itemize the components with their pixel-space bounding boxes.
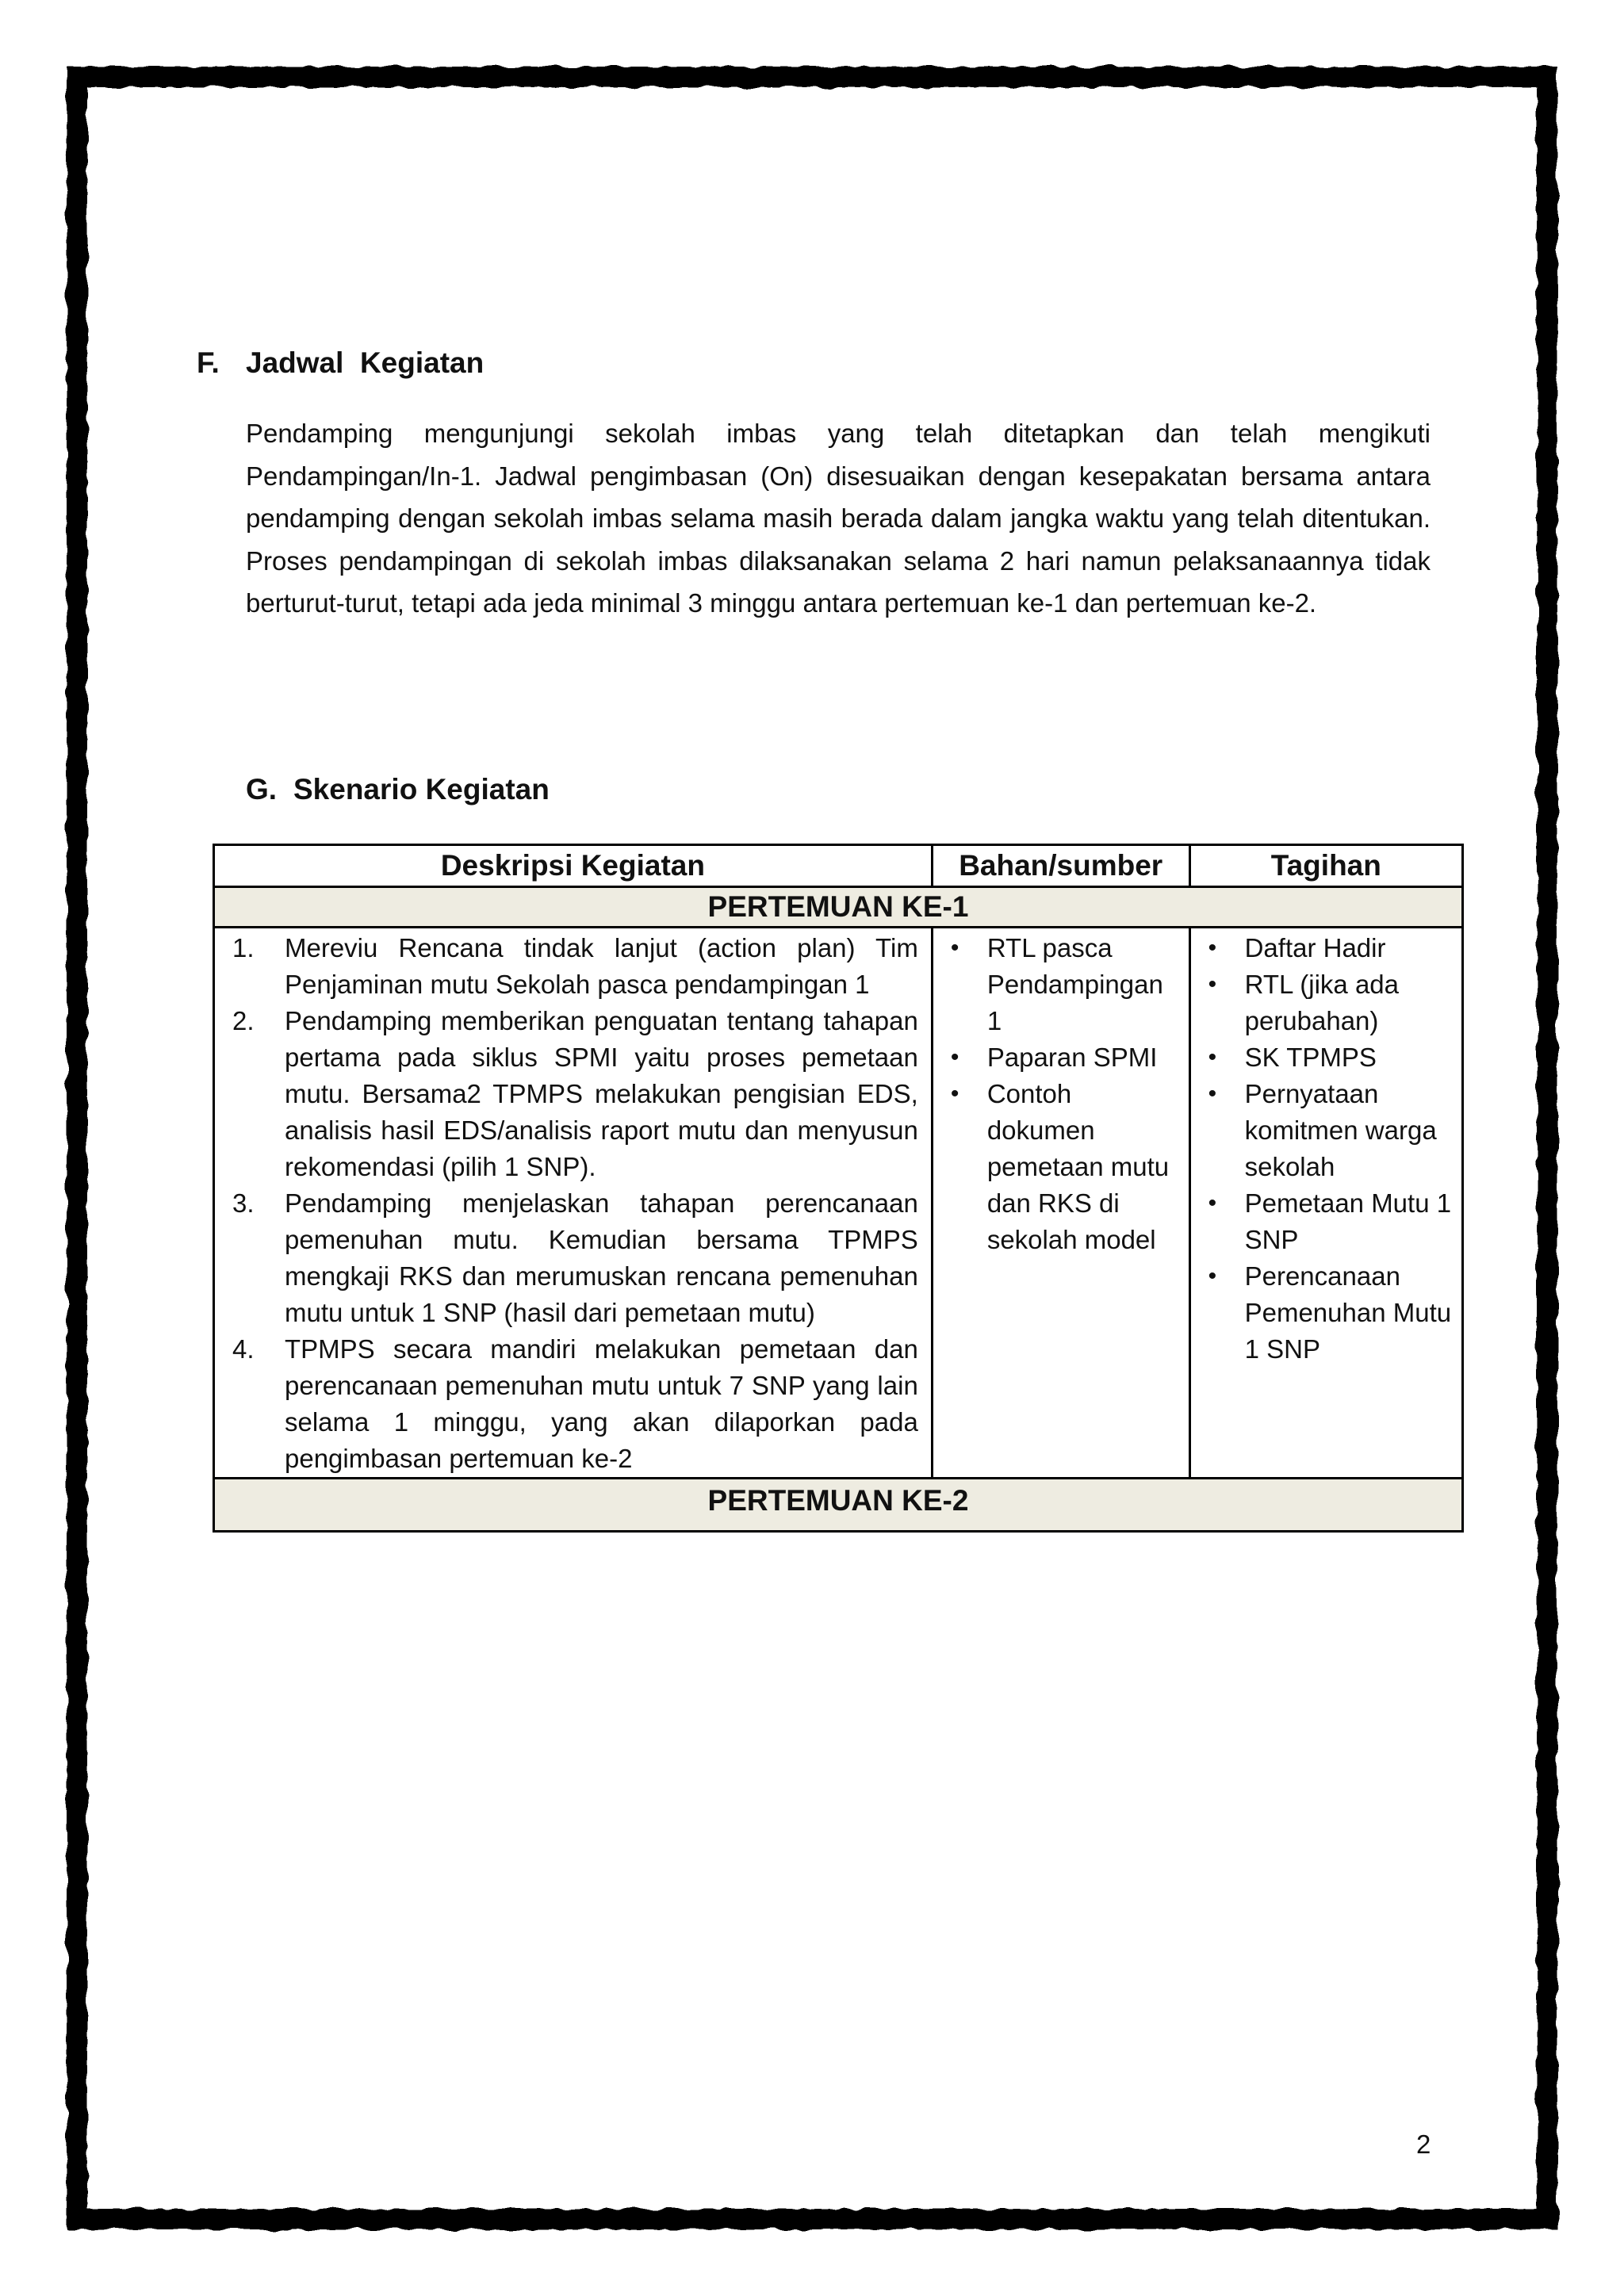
section-f-paragraph: Pendamping mengunjungi sekolah imbas yang telah ditetapkan dan telah mengikuti Pendampingan/In-1. Jadwal pengimbasan (On) disesuaikan dengan kesepakatan bersama antara pendamping dengan sekolah imbas selama masih berada dalam jangka waktu yang telah ditentukan. Proses pendampingan di sekolah imbas dilaksanakan selama 2 hari namun pelaksanaannya tidak berturut-turut, tetapi ada jeda minimal 3 minggu antara pertemuan ke-1 dan pertemuan ke-2. bbox=[246, 419, 1431, 618]
list-item bbox=[933, 1076, 1182, 1258]
header-tagihan: Tagihan bbox=[1189, 845, 1462, 887]
tagihan-cell bbox=[1189, 928, 1462, 1479]
bullet-icon: • bbox=[1208, 1190, 1217, 1216]
list-text: RTL (jika ada perubahan) bbox=[1244, 970, 1400, 1035]
list-item bbox=[933, 1039, 1182, 1076]
bullet-icon: • bbox=[950, 1081, 959, 1107]
list-text: SK TPMPS bbox=[1244, 1043, 1377, 1072]
scenario-table bbox=[213, 844, 1464, 1533]
page-number: 2 bbox=[1416, 2130, 1431, 2159]
list-item bbox=[215, 1185, 931, 1331]
bullet-icon: • bbox=[1208, 971, 1217, 997]
list-text: Pendamping memberikan penguatan tentang tahapan pertama pada siklus SPMI yaitu proses pemetaan mutu. Bersama2 TPMPS melakukan pengisian EDS, analisis hasil EDS/analisis raport mutu dan menyusun rekomendasi (pilih 1 SNP). bbox=[285, 1006, 918, 1181]
header-deskripsi: Deskripsi Kegiatan bbox=[214, 845, 933, 887]
section-f-title: Jadwal Kegiatan bbox=[246, 346, 485, 379]
list-item bbox=[1191, 1185, 1455, 1258]
list-text: Pemetaan Mutu 1 SNP bbox=[1244, 1188, 1452, 1254]
section-g-letter: G. bbox=[246, 773, 278, 806]
section-f-letter: F. bbox=[197, 346, 220, 379]
list-item bbox=[215, 1003, 931, 1185]
list-item bbox=[1191, 966, 1455, 1039]
meeting-2-row bbox=[214, 1479, 1463, 1532]
list-text: Pernyataan komitmen warga sekolah bbox=[1244, 1079, 1437, 1181]
meeting-1-content-row bbox=[214, 928, 1463, 1479]
bullet-icon: • bbox=[1208, 1263, 1217, 1289]
header-bahan: Bahan/sumber bbox=[932, 845, 1189, 887]
list-text: RTL pasca Pendampingan 1 bbox=[986, 933, 1163, 1035]
list-item bbox=[1191, 1258, 1455, 1368]
list-number: 2. bbox=[232, 1006, 255, 1035]
meeting-2-label: PERTEMUAN KE-2 bbox=[214, 1479, 1463, 1532]
tagihan-list bbox=[1191, 930, 1461, 1368]
bullet-icon: • bbox=[1208, 1044, 1217, 1070]
list-text: Mereviu Rencana tindak lanjut (action plan) Tim Penjaminan mutu Sekolah pasca pendampingan 1 bbox=[285, 933, 918, 999]
meeting-1-label: PERTEMUAN KE-1 bbox=[214, 887, 1463, 928]
bahan-list bbox=[933, 930, 1189, 1258]
list-item bbox=[1191, 1076, 1455, 1185]
bullet-icon: • bbox=[950, 935, 959, 961]
table-header-row bbox=[214, 845, 1463, 887]
meeting-1-row bbox=[214, 887, 1463, 928]
list-number: 1. bbox=[232, 933, 255, 962]
list-item bbox=[933, 930, 1182, 1039]
description-cell bbox=[214, 928, 933, 1479]
list-text: TPMPS secara mandiri melakukan pemetaan dan perencanaan pemenuhan mutu untuk 7 SNP yang lain selama 1 minggu, yang akan dilaporkan pada pengimbasan pertemuan ke-2 bbox=[285, 1334, 918, 1473]
bullet-icon: • bbox=[950, 1044, 959, 1070]
list-text: Pendamping menjelaskan tahapan perencanaan pemenuhan mutu. Kemudian bersama TPMPS mengkaji RKS dan merumuskan rencana pemenuhan mutu untuk 1 SNP (hasil dari pemetaan mutu) bbox=[285, 1188, 918, 1327]
list-text: Paparan SPMI bbox=[986, 1043, 1158, 1072]
list-number: 4. bbox=[232, 1334, 255, 1364]
list-text: Contoh dokumen pemetaan mutu dan RKS di sekolah model bbox=[986, 1079, 1170, 1254]
list-item bbox=[215, 1331, 931, 1477]
section-g-title: Skenario Kegiatan bbox=[293, 773, 550, 806]
list-text: Perencanaan Pemenuhan Mutu 1 SNP bbox=[1244, 1261, 1452, 1364]
bullet-icon: • bbox=[1208, 935, 1217, 961]
list-item bbox=[1191, 1039, 1455, 1076]
list-text: Daftar Hadir bbox=[1244, 933, 1386, 962]
description-list bbox=[215, 930, 931, 1477]
list-number: 3. bbox=[232, 1188, 255, 1218]
list-item bbox=[215, 930, 931, 1003]
section-g-heading bbox=[246, 772, 550, 807]
bahan-cell bbox=[932, 928, 1189, 1479]
list-item bbox=[1191, 930, 1455, 966]
bullet-icon: • bbox=[1208, 1081, 1217, 1107]
section-f-heading bbox=[197, 346, 484, 381]
